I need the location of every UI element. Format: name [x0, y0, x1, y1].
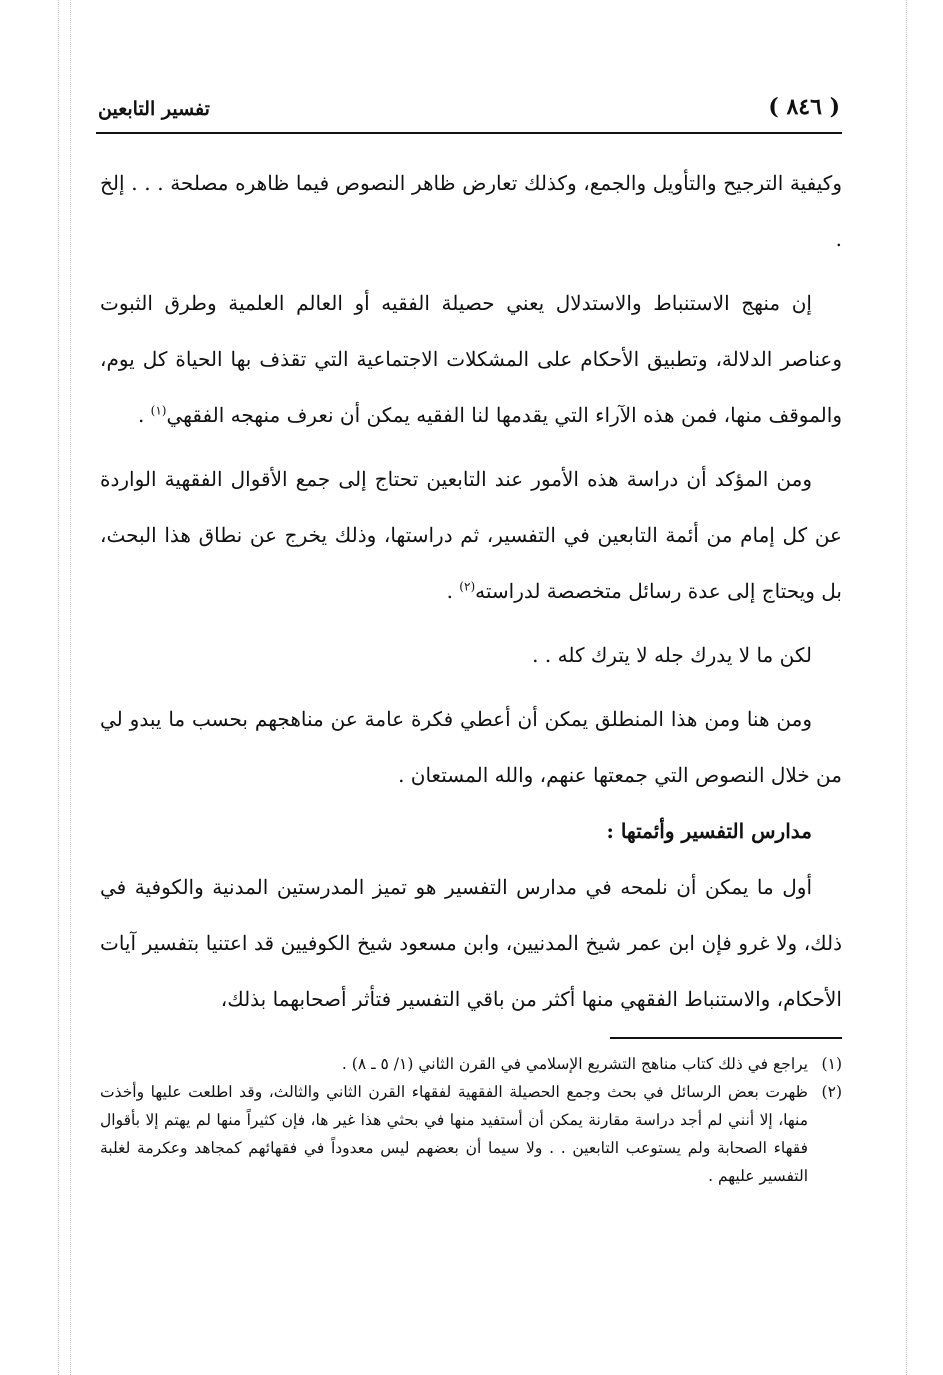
paragraph-text: ومن المؤكد أن دراسة هذه الأمور عند التابعين تحتاج إلى جمع الأقوال الفقهية الواردة عن كل إمام من أئمة التابعين في التفسير، ثم دراستها، وذلك يخرج عن نطاق هذا البحث، بل ويحتاج إلى عدة رسائل متخصصة لدراسته — [100, 467, 842, 603]
scan-artifact-line — [906, 0, 907, 1375]
footnote-number: (١) — [821, 1055, 842, 1073]
paragraph-text: لكن ما لا يدرك جله لا يترك كله . . — [532, 643, 812, 667]
paragraph-text: ومن هنا ومن هذا المنطلق يمكن أن أعطي فكرة عامة عن مناهجهم بحسب ما يبدو لي من خلال النصوص التي جمعتها عنهم، والله المستعان . — [100, 707, 842, 787]
footnote-number: (٢) — [821, 1083, 842, 1101]
footnote-text: ظهرت بعض الرسائل في بحث وجمع الحصيلة الفقهية لفقهاء القرن الثاني والثالث، وقد اطلعت عليها وأخذت منها، إلا أنني لم أجد دراسة مقارنة يمكن أن أستفيد منها في بحثي هذا غير ها، فإن كثيراً منها لم يهتم إلا بأقوال فقهاء الصحابة ولم يستوعب التابعين . . ولا سيما أن بعضهم ليس معدوداً في فقهائهم كمجاهد وعكرمة لغلبة التفسير عليهم . — [100, 1083, 808, 1185]
paragraph — [100, 627, 842, 683]
header-rule — [96, 132, 842, 134]
paragraph — [100, 451, 842, 619]
footnote-separator — [610, 1037, 842, 1039]
scan-artifact-line — [70, 0, 71, 1375]
running-title: تفسير التابعين — [98, 98, 210, 120]
paragraph — [100, 275, 842, 443]
section-heading: مدارس التفسير وأئمتها : — [606, 819, 812, 843]
paragraph-text: إن منهج الاستنباط والاستدلال يعني حصيلة الفقيه أو العالم العلمية وطرق الثبوت وعناصر الدلالة، وتطبيق الأحكام على المشكلات الاجتماعية التي تقذف بها الحياة كل يوم، والموقف منها، فمن هذه الآراء التي يقدمها لنا الفقيه يمكن أن نعرف منهجه الفقهي — [100, 291, 842, 427]
paragraph — [100, 859, 842, 1027]
footnote-text: يراجع في ذلك كتاب مناهج التشريع الإسلامي في القرن الثاني (١/ ٥ ـ ٨) . — [341, 1055, 808, 1073]
footnote — [100, 1050, 842, 1078]
main-text — [100, 155, 842, 1027]
paragraph-text: أول ما يمكن أن نلمحه في مدارس التفسير هو تميز المدرستين المدنية والكوفية في ذلك، ولا غرو فإن ابن عمر شيخ المدنيين، وابن مسعود شيخ الكوفيين قد اعتنيا بتفسير آيات الأحكام، والاستنباط الفقهي منها أكثر من باقي التفسير فتأثر أصحابهما بذلك، — [100, 875, 842, 1011]
paragraph-text: وكيفية الترجيح والتأويل والجمع، وكذلك تعارض ظاهر النصوص فيما ظاهره مصلحة . . . إلخ . — [100, 171, 842, 251]
footnote-reference[interactable]: (١) — [150, 403, 167, 418]
footnote-reference[interactable]: (٢) — [459, 579, 476, 594]
scan-artifact-line — [58, 0, 59, 1375]
paragraph — [100, 155, 842, 267]
paragraph-end: . — [137, 403, 151, 427]
footnote — [100, 1078, 842, 1190]
page-header — [96, 92, 842, 132]
paragraph — [100, 691, 842, 803]
page-number: ( ٨٤٦ ) — [768, 94, 840, 120]
paragraph-end: . — [446, 579, 460, 603]
footnotes — [100, 1050, 842, 1190]
